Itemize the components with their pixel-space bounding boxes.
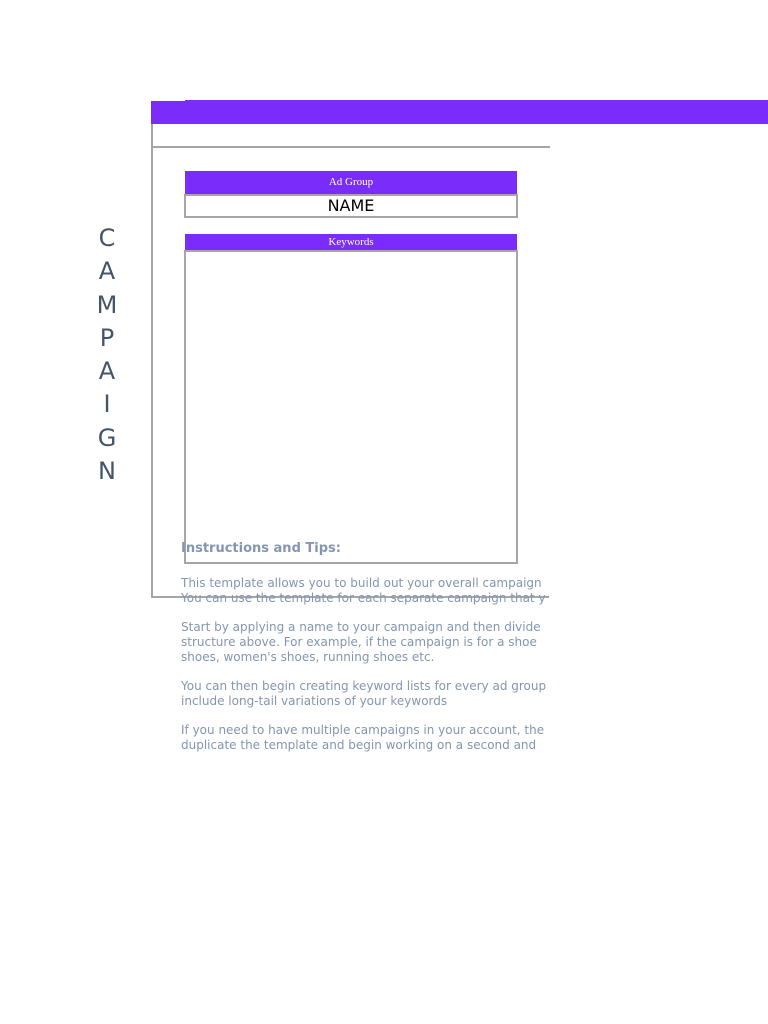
- campaign-letter: N: [98, 457, 116, 486]
- header-bar-notch: [151, 100, 185, 101]
- campaign-letter: I: [103, 390, 111, 419]
- instructions-paragraph: [181, 620, 548, 664]
- campaign-letter: P: [99, 323, 115, 352]
- instructions-line: You can use the template for each separate campaign that y: [181, 590, 546, 605]
- instructions-title: Instructions and Tips:: [181, 541, 341, 556]
- keywords-header: Keywords: [185, 234, 517, 250]
- campaign-letter: G: [97, 423, 117, 452]
- instructions-paragraph: [181, 723, 548, 752]
- ad-group-header: Ad Group: [185, 171, 517, 194]
- instructions-line: structure above. For example, if the campaign is for a shoe: [181, 634, 537, 649]
- campaign-title: [88, 222, 126, 488]
- instructions-line: This template allows you to build out your overall campaign: [181, 576, 542, 590]
- instructions-line: shoes, women's shoes, running shoes etc.: [181, 649, 435, 664]
- campaign-letter: A: [98, 357, 116, 386]
- instructions-line: Start by applying a name to your campaign and then divide: [181, 620, 541, 635]
- instructions-line: include long-tail variations of your keywords: [181, 693, 448, 708]
- campaign-letter: M: [96, 290, 118, 319]
- header-bar: [151, 100, 768, 124]
- instructions-body: [181, 576, 548, 767]
- instructions-paragraph: [181, 679, 548, 708]
- instructions-paragraph: [181, 576, 548, 605]
- instructions-line: duplicate the template and begin working on a second and: [181, 737, 537, 752]
- campaign-letter: C: [98, 224, 116, 252]
- ad-group-name-field[interactable]: NAME: [184, 194, 518, 218]
- frame-divider: [151, 146, 550, 148]
- instructions-line: You can then begin creating keyword lists for every ad group: [181, 678, 547, 693]
- keywords-field[interactable]: [184, 250, 518, 564]
- instructions-line: If you need to have multiple campaigns in your account, the: [181, 722, 545, 737]
- campaign-letter: A: [98, 257, 116, 286]
